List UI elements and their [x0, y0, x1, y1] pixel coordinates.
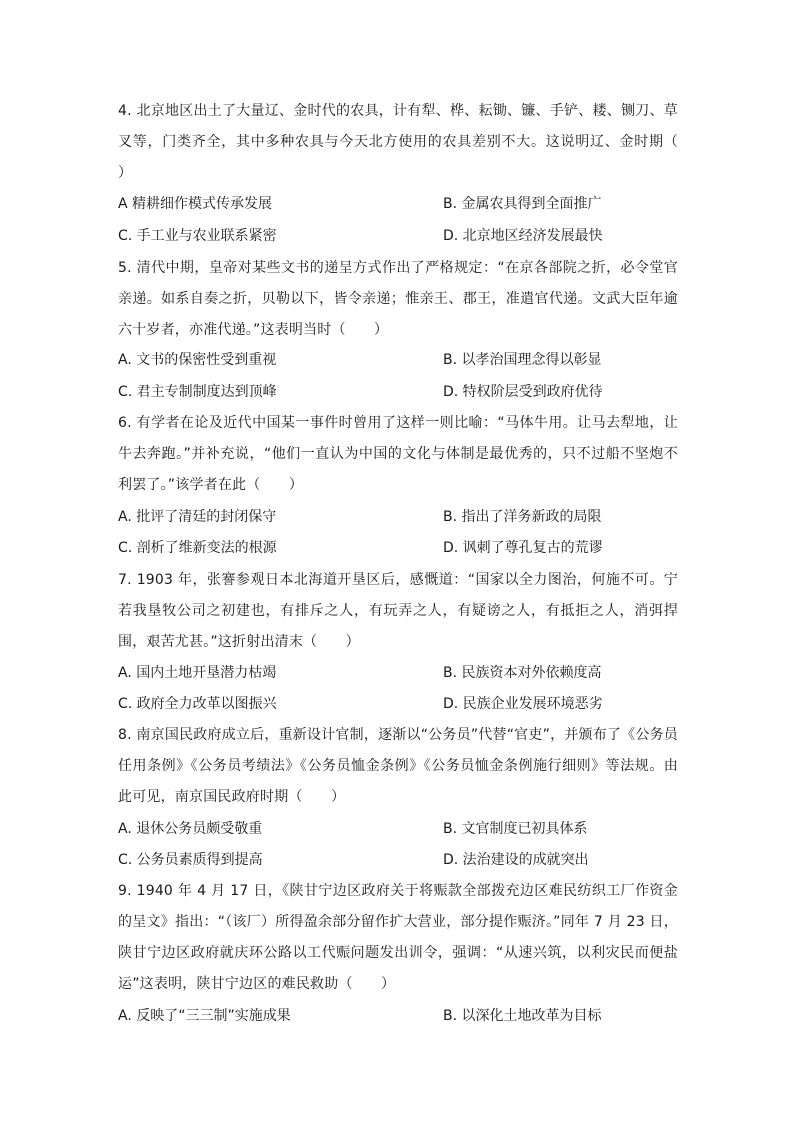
- question-9-option-a[interactable]: A. 反映了“三三制”实施成果: [118, 1008, 291, 1024]
- question-4-options-row-2: [118, 221, 678, 252]
- question-7-option-c[interactable]: C. 政府全力改革以图振兴: [118, 696, 277, 712]
- question-8-option-d[interactable]: D. 法治建设的成就突出: [443, 852, 589, 868]
- question-7-options-row-1: [118, 658, 678, 689]
- question-6-option-c[interactable]: C. 剖析了维新变法的根源: [118, 540, 277, 556]
- question-5-options-row-2: [118, 377, 678, 408]
- question-8-option-b[interactable]: B. 文官制度已初具体系: [443, 821, 588, 837]
- question-4-option-d[interactable]: D. 北京地区经济发展最快: [443, 228, 603, 244]
- question-6-options-row-2: [118, 533, 678, 564]
- question-5-options-row-1: [118, 345, 678, 376]
- question-9-stem: 9. 1940 年 4 月 17 日，《陕甘宁边区政府关于将赈款全部拨充边区难民纺织工厂作资金的呈文》指出：“（该厂）所得盈余部分留作扩大营业，部分提作赈济。”同年 7 月 23 日，陕甘宁边区政府就庆环公路以工代赈问题发出训令，强调：“从速兴筑，以利灾民而便盐运”这表明，陕甘宁边区的难民救助（ ）: [118, 883, 678, 992]
- question-6-option-b[interactable]: B. 指出了洋务新政的局限: [443, 509, 602, 525]
- question-6-option-d[interactable]: D. 讽刺了尊孔复古的荒谬: [443, 540, 603, 556]
- question-6-options-row-1: [118, 502, 678, 533]
- question-9-option-b[interactable]: B. 以深化土地改革为目标: [443, 1008, 602, 1024]
- question-5-option-d[interactable]: D. 特权阶层受到政府优待: [443, 384, 603, 400]
- question-8-options-row-1: [118, 814, 678, 845]
- question-8-options-row-2: [118, 845, 678, 876]
- question-8-option-a[interactable]: A. 退休公务员颇受敬重: [118, 821, 263, 837]
- question-5-option-b[interactable]: B. 以孝治国理念得以彰显: [443, 352, 602, 368]
- question-4-option-a[interactable]: A 精耕细作模式传承发展: [118, 196, 273, 212]
- question-7-options-row-2: [118, 689, 678, 720]
- question-5-stem: 5. 清代中期，皇帝对某些文书的递呈方式作出了严格规定：“在京各部院之折，必令堂官亲递。如系自奏之折，贝勒以下，皆令亲递；惟亲王、郡王，准遣官代递。文武大臣年逾六十岁者，亦准代递。”这表明当时（ ）: [118, 260, 678, 338]
- question-4-option-c[interactable]: C. 手工业与农业联系紧密: [118, 228, 277, 244]
- question-7-option-d[interactable]: D. 民族企业发展环境恶劣: [443, 696, 603, 712]
- question-9-options-row-1: [118, 1001, 678, 1032]
- question-6-option-a[interactable]: A. 批评了清廷的封闭保守: [118, 509, 277, 525]
- question-7-option-a[interactable]: A. 国内土地开垦潜力枯竭: [118, 665, 277, 681]
- question-4-stem: 4. 北京地区出土了大量辽、金时代的农具，计有犁、桦、耘锄、镰、手铲、耧、铡刀、草叉等，门类齐全，其中多种农具与今天北方使用的农具差别不大。这说明辽、金时期（ ）: [118, 103, 707, 181]
- question-4-option-b[interactable]: B. 金属农具得到全面推广: [443, 196, 602, 212]
- question-7-stem: 7. 1903 年，张謇参观日本北海道开垦区后，感慨道：“国家以全力图治，何施不可。宁若我垦牧公司之初建也，有排斥之人，有玩弄之人，有疑谤之人，有抵拒之人，消弭捍围，艰苦尤甚。”这折射出清末（ ）: [118, 572, 678, 650]
- question-7-option-b[interactable]: B. 民族资本对外依赖度高: [443, 665, 602, 681]
- question-8-option-c[interactable]: C. 公务员素质得到提高: [118, 852, 263, 868]
- question-5-option-a[interactable]: A. 文书的保密性受到重视: [118, 352, 277, 368]
- question-6-stem: 6. 有学者在论及近代中国某一事件时曾用了这样一则比喻：“马体牛用。让马去犁地，让牛去奔跑。”并补充说，“他们一直认为中国的文化与体制是最优秀的，只不过船不坚炮不利罢了。”该学者在此（ ）: [118, 415, 678, 493]
- question-5-option-c[interactable]: C. 君主专制制度达到顶峰: [118, 384, 277, 400]
- question-8-stem: 8. 南京国民政府成立后，重新设计官制，逐渐以“公务员”代替“官吏”，并颁布了《公务员任用条例》《公务员考绩法》《公务员恤金条例》《公务员恤金条例施行细则》等法规。由此可见，南京国民政府时期（ ）: [118, 727, 678, 805]
- question-4-options-row-1: [118, 189, 678, 220]
